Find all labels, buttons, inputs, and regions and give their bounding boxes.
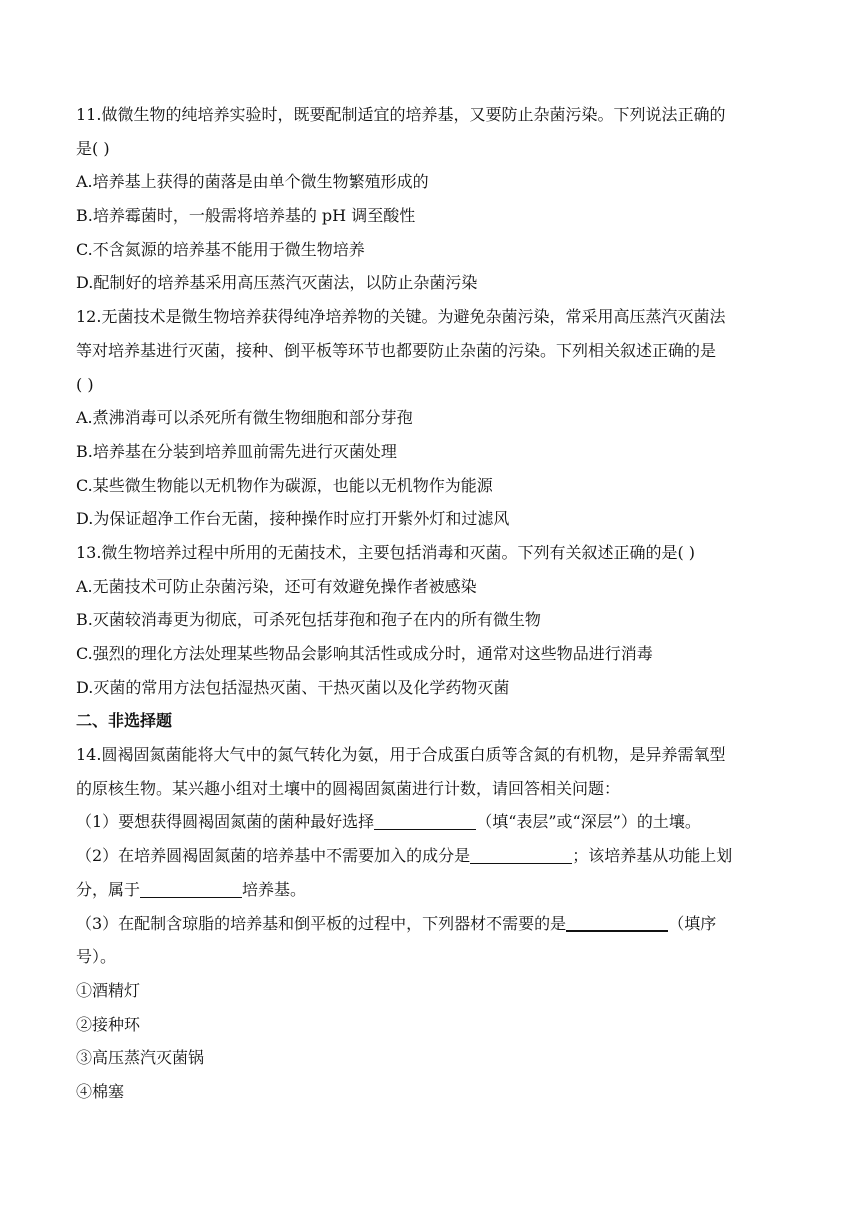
q14-part2-line2 xyxy=(76,873,788,907)
q14-part2-line1 xyxy=(76,839,788,873)
q12-stem-line3: ( ) xyxy=(76,374,94,394)
q14-part3-line1 xyxy=(76,907,788,941)
q14-part1 xyxy=(76,805,788,839)
q14-part3-answer-blank[interactable] xyxy=(566,914,668,932)
q14-part2-text-before: （2）在培养圆褐固氮菌的培养基中不需要加入的成分是 xyxy=(76,846,471,866)
section-heading: 二、非选择题 xyxy=(76,711,173,731)
q13-stem: 13.微生物培养过程中所用的无菌技术，主要包括消毒和灭菌。下列有关叙述正确的是( ) xyxy=(76,542,696,562)
q14-option-3: ③高压蒸汽灭菌锅 xyxy=(76,1048,205,1068)
q11-option-b: B.培养霉菌时，一般需将培养基的 pH 调至酸性 xyxy=(76,206,416,226)
q11-stem-line2: 是( ) xyxy=(76,138,110,158)
q14-part1-answer-blank[interactable] xyxy=(374,813,476,830)
q13-option-b: B.灭菌较消毒更为彻底，可杀死包括芽孢和孢子在内的所有微生物 xyxy=(76,610,541,630)
q12-stem-line2: 等对培养基进行灭菌，接种、倒平板等环节也都要防止杂菌的污染。下列相关叙述正确的是 xyxy=(76,340,717,360)
q14-part3-line2: 号）。 xyxy=(76,947,117,967)
q14-stem-line1: 14.圆褐固氮菌能将大气中的氮气转化为氨，用于合成蛋白质等含氮的有机物，是异养需氧型 xyxy=(76,745,726,765)
q14-part1-text-before: （1）要想获得圆褐固氮菌的菌种最好选择 xyxy=(76,812,375,832)
q14-option-2: ②接种环 xyxy=(76,1014,141,1034)
q11-option-c: C.不含氮源的培养基不能用于微生物培养 xyxy=(76,239,365,259)
q11-option-d: D.配制好的培养基采用高压蒸汽灭菌法，以防止杂菌污染 xyxy=(76,273,478,293)
q11-stem-line1: 11.做微生物的纯培养实验时，既要配制适宜的培养基，又要防止杂菌污染。下列说法正确的 xyxy=(76,105,726,124)
q12-option-b: B.培养基在分装到培养皿前需先进行灭菌处理 xyxy=(76,441,397,461)
q14-part3-text-after: （填序 xyxy=(668,913,717,933)
q13-option-a: A.无菌技术可防止杂菌污染，还可有效避免操作者被感染 xyxy=(76,576,477,596)
q14-part3-text-before: （3）在配制含琼脂的培养基和倒平板的过程中，下列器材不需要的是 xyxy=(76,913,567,933)
q14-part2-line2-before: 分，属于 xyxy=(76,879,141,899)
q14-option-1: ①酒精灯 xyxy=(76,980,141,1000)
q14-part1-text-after: （填“表层”或“深层”）的土壤。 xyxy=(476,812,701,832)
q14-part2-answer-blank-1[interactable] xyxy=(470,847,572,864)
q12-option-c: C.某些微生物能以无机物作为碳源，也能以无机物作为能源 xyxy=(76,475,493,495)
q14-part2-text-after: ；该培养基从功能上划 xyxy=(572,846,733,866)
q14-part2-answer-blank-2[interactable] xyxy=(140,881,242,898)
q11-option-a: A.培养基上获得的菌落是由单个微生物繁殖形成的 xyxy=(76,172,429,192)
q12-stem-line1: 12.无菌技术是微生物培养获得纯净培养物的关键。为避免杂菌污染，常采用高压蒸汽灭菌法 xyxy=(76,307,726,327)
q14-part2-line2-after: 培养基。 xyxy=(242,879,307,899)
q14-option-4: ④棉塞 xyxy=(76,1081,125,1101)
q13-option-c: C.强烈的理化方法处理某些物品会影响其活性或成分时，通常对这些物品进行消毒 xyxy=(76,644,653,663)
q13-option-d: D.灭菌的常用方法包括湿热灭菌、干热灭菌以及化学药物灭菌 xyxy=(76,677,510,697)
exam-page xyxy=(76,98,788,1109)
q12-option-d: D.为保证超净工作台无菌，接种操作时应打开紫外灯和过滤风 xyxy=(76,509,510,529)
q12-option-a: A.煮沸消毒可以杀死所有微生物细胞和部分芽孢 xyxy=(76,408,413,428)
q14-stem-line2: 的原核生物。某兴趣小组对土壤中的圆褐固氮菌进行计数，请回答相关问题： xyxy=(76,778,621,798)
